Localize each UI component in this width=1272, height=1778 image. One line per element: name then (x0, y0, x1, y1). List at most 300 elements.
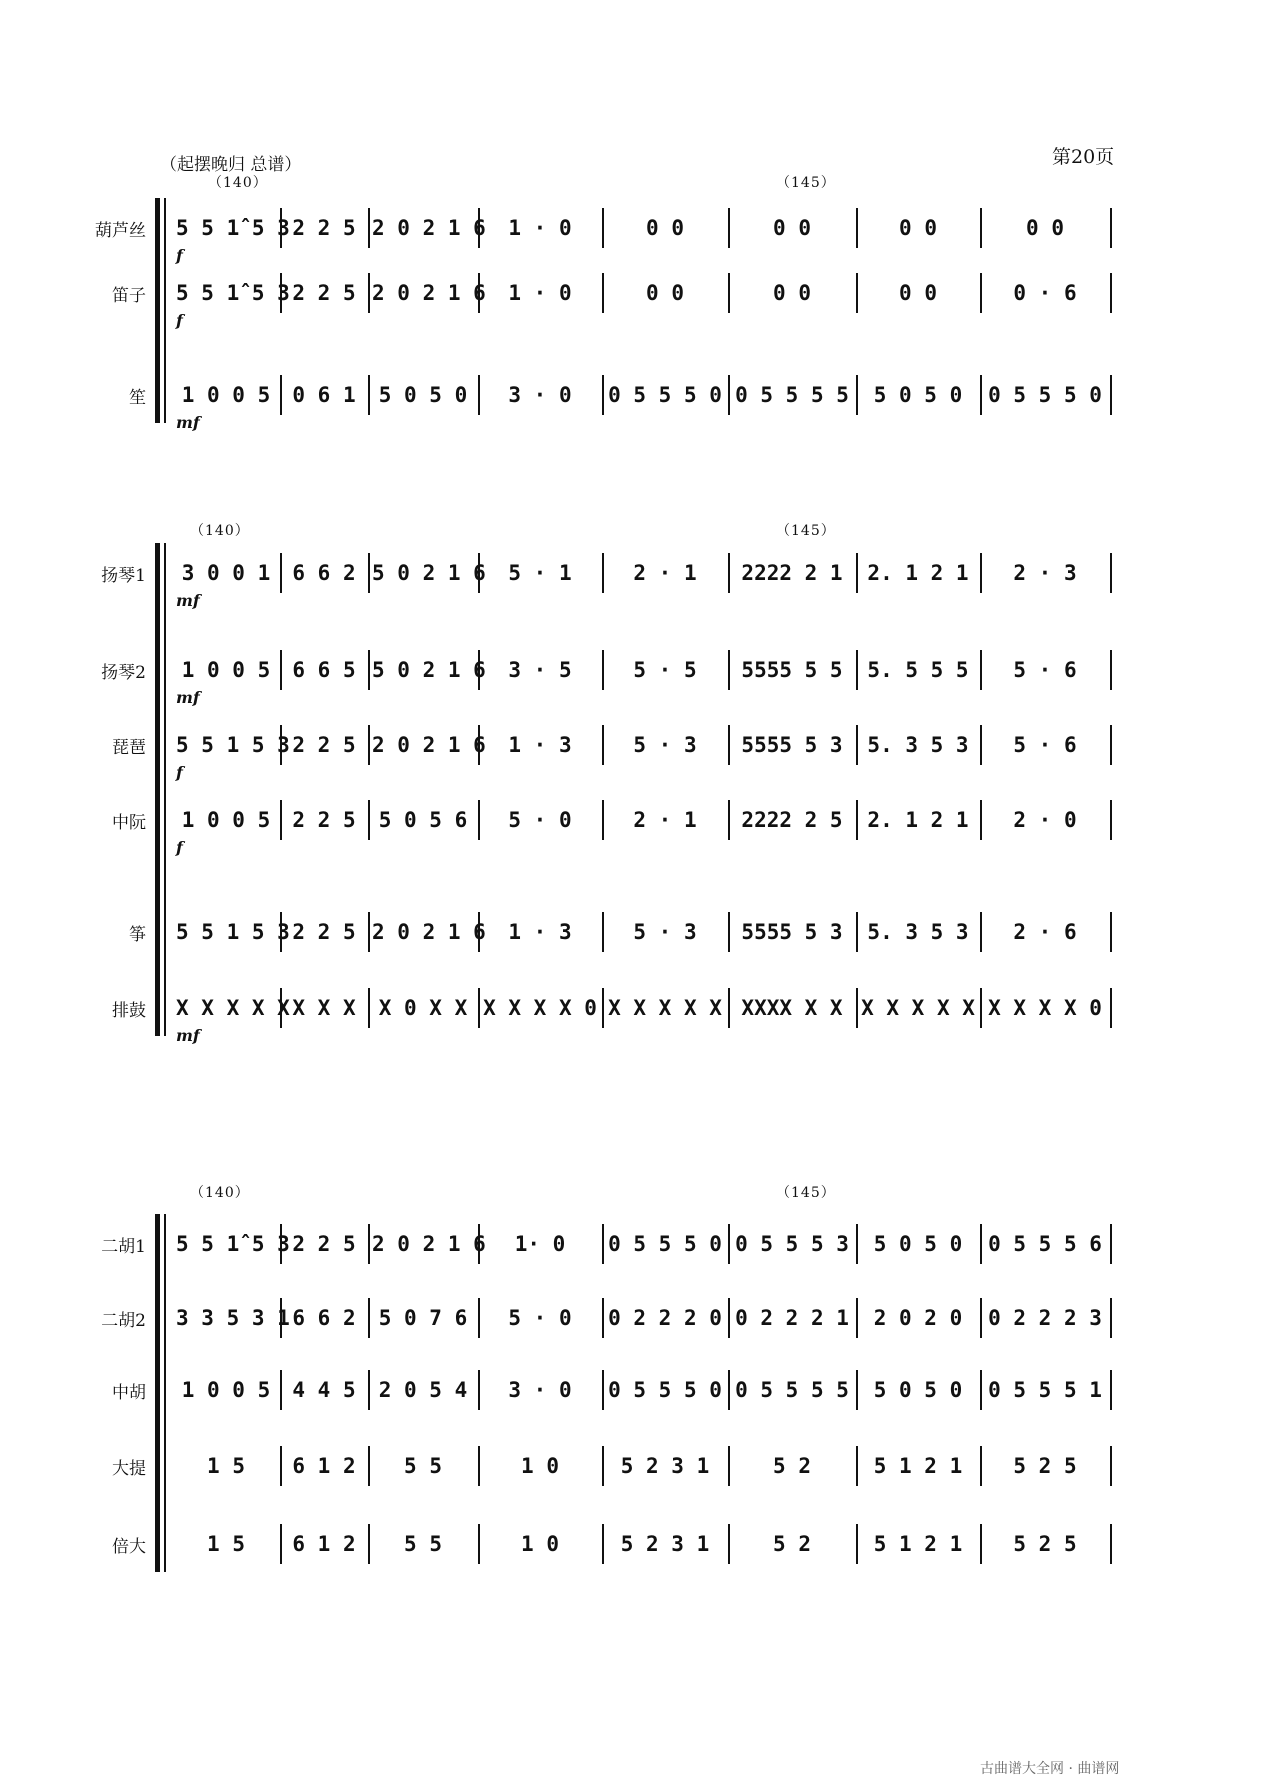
dynamic-marking: mf (176, 413, 200, 432)
barline (856, 1524, 858, 1564)
measure-notes: X X X X X (861, 996, 975, 1020)
barline (478, 1446, 480, 1486)
barline (856, 1446, 858, 1486)
measure-notes: XXXX X X (741, 996, 843, 1020)
dynamic-marking: f (176, 311, 183, 330)
measure-notes: 5 2 5 (1013, 1532, 1077, 1556)
instrument-label: 扬琴2 (101, 663, 146, 683)
measure (372, 553, 486, 593)
instrument-row (0, 1446, 1272, 1486)
measure (984, 912, 1106, 952)
instrument-label: 倍大 (112, 1537, 146, 1557)
measure-notes: 5 5 1̂ 5 3 (176, 216, 290, 240)
measure-notes: 1· 0 (514, 1232, 566, 1256)
measure (284, 553, 364, 593)
barline (602, 1370, 604, 1410)
barline (280, 650, 282, 690)
measure-notes: 0 2 2 2 3 (988, 1306, 1102, 1330)
barline (728, 375, 730, 415)
measure-notes: 1 0 0 5 (181, 808, 271, 832)
barline (856, 375, 858, 415)
measure (732, 988, 852, 1028)
barline (280, 1524, 282, 1564)
barline (478, 800, 480, 840)
instrument-row (0, 1524, 1272, 1564)
measure (732, 1370, 852, 1410)
measure-notes: 5 0 5 0 (873, 383, 963, 407)
measure (372, 273, 486, 313)
instrument-row (0, 725, 1272, 782)
measure (482, 800, 598, 840)
page-number: 第20页 (1052, 146, 1115, 168)
measure (606, 208, 724, 248)
measure (984, 650, 1106, 690)
barline (478, 1298, 480, 1338)
barline (728, 208, 730, 248)
measure-notes: 5 5 (404, 1532, 442, 1556)
staff-line (172, 912, 1110, 952)
footer-watermark: 古曲谱大全网 · 曲谱网 (980, 1761, 1120, 1777)
barline (1110, 1298, 1112, 1338)
measure (372, 1524, 474, 1564)
measure-notes: 0 0 (1026, 216, 1064, 240)
instrument-row (0, 1224, 1272, 1264)
measure (860, 1446, 976, 1486)
measure (984, 375, 1106, 415)
barline (980, 912, 982, 952)
measure (606, 800, 724, 840)
measure-notes: 0 · 6 (1013, 281, 1077, 305)
measure (984, 1298, 1106, 1338)
measure (176, 912, 290, 952)
barline (368, 553, 370, 593)
barline (1110, 375, 1112, 415)
barline (980, 273, 982, 313)
barline (728, 988, 730, 1028)
measure (984, 208, 1106, 248)
measure-notes: 2 2 5 (292, 920, 356, 944)
barline (368, 1524, 370, 1564)
measure-notes: 3 0 0 1 (181, 561, 271, 585)
measure-notes: 2 0 2 1 6 (372, 216, 486, 240)
barline (478, 988, 480, 1028)
barline (856, 553, 858, 593)
barline (602, 1446, 604, 1486)
barline (728, 650, 730, 690)
rehearsal-mark: （145） (776, 1185, 836, 1201)
measure-notes: 5 5 1 5 3 (176, 920, 290, 944)
measure (176, 1370, 276, 1410)
measure (606, 912, 724, 952)
measure (606, 1298, 724, 1338)
staff-line (172, 725, 1110, 765)
measure-notes: 1 5 (207, 1454, 245, 1478)
instrument-row (0, 273, 1272, 330)
measure (372, 650, 486, 690)
barline (368, 1224, 370, 1264)
measure (984, 1224, 1106, 1264)
measure-notes: 0 0 (899, 281, 937, 305)
measure (176, 650, 276, 690)
barline (368, 912, 370, 952)
measure-notes: 5555 5 5 (741, 658, 843, 682)
barline (856, 800, 858, 840)
measure (176, 800, 276, 840)
measure-notes: 2 0 2 0 (873, 1306, 963, 1330)
barline (1110, 273, 1112, 313)
barline (980, 1524, 982, 1564)
measure (284, 1524, 364, 1564)
instrument-label: 葫芦丝 (95, 221, 146, 241)
measure (606, 273, 724, 313)
measure-notes: 5 2 5 (1013, 1454, 1077, 1478)
barline (368, 650, 370, 690)
measure (372, 1370, 474, 1410)
barline (980, 650, 982, 690)
barline (1110, 1446, 1112, 1486)
measure-notes: 5 0 5 0 (873, 1378, 963, 1402)
measure-notes: 0 5 5 5 0 (608, 1378, 722, 1402)
measure-notes: 5 2 (773, 1454, 811, 1478)
measure (860, 988, 976, 1028)
measure-notes: 5 2 3 1 (620, 1532, 710, 1556)
barline (1110, 800, 1112, 840)
barline (368, 375, 370, 415)
measure-notes: 2 · 1 (633, 561, 697, 585)
instrument-row (0, 988, 1272, 1045)
measure (860, 273, 976, 313)
barline (602, 1224, 604, 1264)
measure (482, 1524, 598, 1564)
barline (980, 800, 982, 840)
barline (856, 1224, 858, 1264)
barline (1110, 912, 1112, 952)
instrument-label: 琵琶 (112, 738, 146, 758)
staff-line (172, 273, 1110, 313)
measure-notes: 5 0 7 6 (378, 1306, 468, 1330)
measure (606, 1370, 724, 1410)
barline (602, 650, 604, 690)
barline (478, 1524, 480, 1564)
barline (980, 1224, 982, 1264)
measure (372, 800, 474, 840)
measure (176, 725, 290, 765)
measure-notes: 2 2 5 (292, 1232, 356, 1256)
measure (372, 725, 486, 765)
barline (368, 725, 370, 765)
measure (732, 1224, 852, 1264)
measure-notes: 2. 1 2 1 (867, 808, 969, 832)
dynamic-marking: mf (176, 591, 200, 610)
measure-notes: 1 · 0 (508, 216, 572, 240)
measure (482, 1446, 598, 1486)
barline (728, 1370, 730, 1410)
barline (856, 988, 858, 1028)
measure-notes: 2 · 3 (1013, 561, 1077, 585)
barline (728, 1298, 730, 1338)
staff-line (172, 553, 1110, 593)
measure-notes: 5 · 3 (633, 733, 697, 757)
measure-notes: 0 5 5 5 6 (988, 1232, 1102, 1256)
barline (368, 1446, 370, 1486)
instrument-row (0, 208, 1272, 265)
measure (284, 912, 364, 952)
measure-notes: 0 2 2 2 1 (735, 1306, 849, 1330)
instrument-label: 大提 (112, 1459, 146, 1479)
measure (482, 1370, 598, 1410)
measure-notes: 3 · 0 (508, 1378, 572, 1402)
barline (980, 208, 982, 248)
measure (372, 1298, 474, 1338)
barline (728, 273, 730, 313)
measure (372, 1224, 486, 1264)
system-bracket (155, 543, 160, 1036)
measure-notes: 1 · 3 (508, 733, 572, 757)
measure-notes: 0 0 (646, 281, 684, 305)
measure (606, 1446, 724, 1486)
barline (980, 1446, 982, 1486)
barline (280, 375, 282, 415)
measure (482, 912, 598, 952)
measure (984, 1370, 1106, 1410)
staff-line (172, 1524, 1110, 1564)
measure-notes: 2 0 2 1 6 (372, 920, 486, 944)
measure-notes: 5555 5 3 (741, 733, 843, 757)
measure (860, 208, 976, 248)
barline (1110, 1524, 1112, 1564)
system-barline (164, 543, 166, 1036)
measure-notes: 5 · 5 (633, 658, 697, 682)
measure (732, 912, 852, 952)
measure (860, 912, 976, 952)
measure-notes: 5 0 2 1 6 (372, 561, 486, 585)
instrument-label: 二胡2 (101, 1311, 146, 1331)
barline (980, 375, 982, 415)
measure (606, 553, 724, 593)
barline (980, 988, 982, 1028)
barline (728, 912, 730, 952)
barline (856, 1370, 858, 1410)
measure (482, 1298, 598, 1338)
measure (984, 273, 1106, 313)
barline (280, 800, 282, 840)
measure (482, 553, 598, 593)
barline (856, 208, 858, 248)
measure-notes: 5 0 5 0 (873, 1232, 963, 1256)
barline (368, 988, 370, 1028)
measure (176, 208, 290, 248)
rehearsal-mark: （140） (190, 523, 250, 539)
measure-notes: 5 1 2 1 (873, 1532, 963, 1556)
measure-notes: 1 0 0 5 (181, 658, 271, 682)
barline (602, 273, 604, 313)
measure (284, 1446, 364, 1486)
measure (984, 1446, 1106, 1486)
measure-notes: 0 5 5 5 5 (735, 1378, 849, 1402)
measure (482, 375, 598, 415)
measure (860, 375, 976, 415)
measure-notes: 3 · 5 (508, 658, 572, 682)
measure (372, 988, 474, 1028)
measure (284, 800, 364, 840)
barline (980, 553, 982, 593)
measure (732, 1524, 852, 1564)
measure (860, 553, 976, 593)
measure (284, 375, 364, 415)
instrument-label: 筝 (129, 925, 146, 945)
barline (602, 553, 604, 593)
measure-notes: 2 2 5 (292, 808, 356, 832)
measure-notes: 6 1 2 (292, 1454, 356, 1478)
barline (856, 1298, 858, 1338)
barline (1110, 1370, 1112, 1410)
staff-line (172, 988, 1110, 1028)
barline (728, 553, 730, 593)
measure-notes: 2222 2 1 (741, 561, 843, 585)
measure (606, 1224, 724, 1264)
measure (984, 800, 1106, 840)
measure (482, 273, 598, 313)
barline (280, 1370, 282, 1410)
measure (860, 1224, 976, 1264)
barline (602, 800, 604, 840)
barline (1110, 988, 1112, 1028)
measure-notes: 5 5 1 5 3 (176, 733, 290, 757)
measure (482, 725, 598, 765)
measure-notes: 1 5 (207, 1532, 245, 1556)
barline (368, 1298, 370, 1338)
measure-notes: 0 2 2 2 0 (608, 1306, 722, 1330)
measure (176, 553, 276, 593)
instrument-label: 笛子 (112, 286, 146, 306)
barline (728, 725, 730, 765)
dynamic-marking: f (176, 246, 183, 265)
measure-notes: 0 0 (773, 281, 811, 305)
measure (984, 553, 1106, 593)
staff-line (172, 1224, 1110, 1264)
measure-notes: 3 3 5 3 1 (176, 1306, 290, 1330)
measure-notes: 0 5 5 5 3 (735, 1232, 849, 1256)
measure (732, 725, 852, 765)
staff-line (172, 208, 1110, 248)
barline (602, 725, 604, 765)
measure (372, 375, 474, 415)
measure (372, 208, 486, 248)
barline (478, 1370, 480, 1410)
measure-notes: 0 5 5 5 0 (608, 383, 722, 407)
instrument-row (0, 1370, 1272, 1410)
measure (482, 1224, 598, 1264)
barline (856, 273, 858, 313)
measure-notes: 5 0 2 1 6 (372, 658, 486, 682)
barline (478, 375, 480, 415)
measure-notes: 0 5 5 5 0 (608, 1232, 722, 1256)
measure-notes: 5 · 3 (633, 920, 697, 944)
rehearsal-mark: （145） (776, 523, 836, 539)
staff-line (172, 375, 1110, 415)
measure (732, 800, 852, 840)
barline (1110, 1224, 1112, 1264)
measure-notes: 5 5 1̂ 5 3 (176, 1232, 290, 1256)
measure-notes: 2222 2 5 (741, 808, 843, 832)
measure-notes: 5 · 6 (1013, 658, 1077, 682)
instrument-row (0, 375, 1272, 432)
measure (984, 1524, 1106, 1564)
measure-notes: X X X X X (608, 996, 722, 1020)
instrument-label: 中胡 (112, 1383, 146, 1403)
measure-notes: 2 2 5 (292, 281, 356, 305)
measure (984, 725, 1106, 765)
measure-notes: 5 5 1̂ 5 3 (176, 281, 290, 305)
measure-notes: 6 6 5 (292, 658, 356, 682)
measure-notes: 5 · 6 (1013, 733, 1077, 757)
barline (602, 988, 604, 1028)
measure-notes: 6 6 2 (292, 561, 356, 585)
dynamic-marking: mf (176, 1026, 200, 1045)
measure-notes: 2 0 2 1 6 (372, 281, 486, 305)
measure-notes: 2 · 6 (1013, 920, 1077, 944)
measure-notes: 5 0 5 6 (378, 808, 468, 832)
measure (482, 650, 598, 690)
dynamic-marking: mf (176, 688, 200, 707)
measure (732, 208, 852, 248)
staff-line (172, 800, 1110, 840)
rehearsal-mark: （145） (776, 175, 836, 191)
measure-notes: 1 0 (521, 1532, 559, 1556)
barline (602, 208, 604, 248)
measure-notes: 1 0 0 5 (181, 1378, 271, 1402)
measure (860, 725, 976, 765)
measure-notes: 2 · 1 (633, 808, 697, 832)
measure-notes: 6 1 2 (292, 1532, 356, 1556)
barline (728, 1224, 730, 1264)
measure (860, 1524, 976, 1564)
measure-notes: 1 · 3 (508, 920, 572, 944)
barline (602, 375, 604, 415)
measure (284, 1224, 364, 1264)
barline (1110, 553, 1112, 593)
barline (1110, 650, 1112, 690)
barline (856, 650, 858, 690)
barline (856, 725, 858, 765)
measure (606, 725, 724, 765)
barline (728, 800, 730, 840)
instrument-row (0, 650, 1272, 707)
measure (284, 1370, 364, 1410)
instrument-label: 排鼓 (112, 1001, 146, 1021)
instrument-row (0, 800, 1272, 857)
measure-notes: 2 2 5 (292, 216, 356, 240)
measure (984, 988, 1106, 1028)
measure (606, 650, 724, 690)
instrument-row (0, 1298, 1272, 1338)
instrument-label: 笙 (129, 388, 146, 408)
barline (728, 1446, 730, 1486)
rehearsal-mark: （140） (208, 175, 268, 191)
staff-line (172, 1446, 1110, 1486)
barline (602, 1524, 604, 1564)
measure (482, 988, 598, 1028)
measure-notes: 2 0 5 4 (378, 1378, 468, 1402)
measure (176, 1298, 290, 1338)
barline (280, 1446, 282, 1486)
measure (732, 375, 852, 415)
barline (368, 208, 370, 248)
score-title: （起摆晚归 总谱） (160, 155, 302, 175)
instrument-row (0, 912, 1272, 952)
measure (176, 375, 276, 415)
dynamic-marking: f (176, 838, 183, 857)
